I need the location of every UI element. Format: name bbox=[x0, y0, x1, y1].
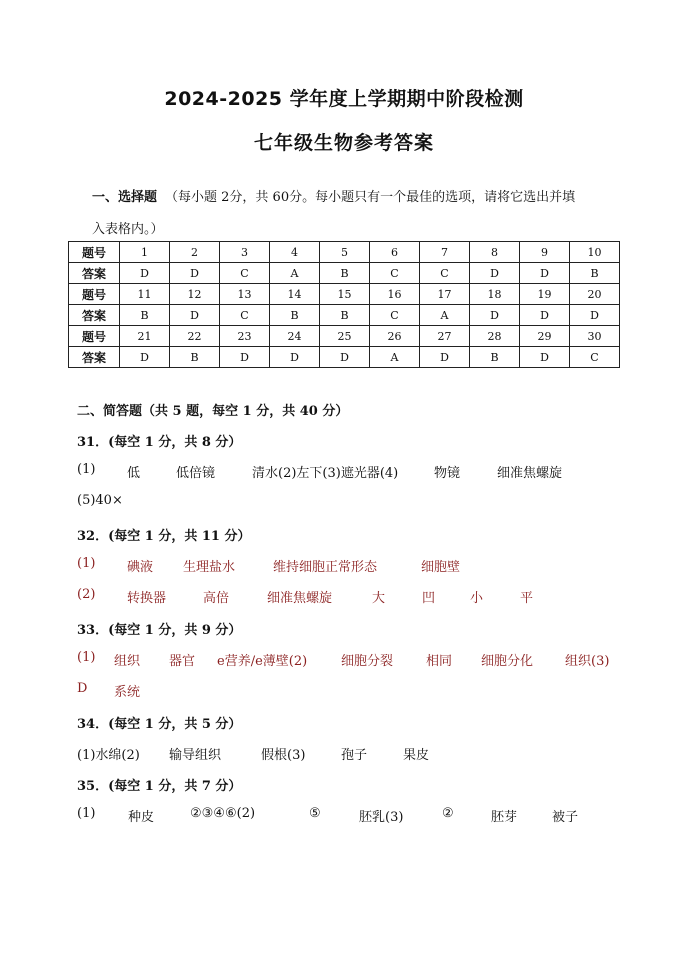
answer-item: 系统 bbox=[114, 685, 141, 700]
q31-answer-line1 bbox=[77, 462, 637, 482]
row-label-answer: 答案 bbox=[69, 347, 120, 368]
answer-cell: D bbox=[170, 263, 220, 284]
question-number-cell: 7 bbox=[420, 242, 470, 263]
answer-item: (1) bbox=[77, 556, 96, 571]
question-number-cell: 25 bbox=[320, 326, 370, 347]
question-number-cell: 22 bbox=[170, 326, 220, 347]
section1-desc-line2: 入表格内。） bbox=[92, 222, 164, 237]
answer-item: 细胞分化 bbox=[481, 654, 534, 669]
answer-item: D bbox=[77, 681, 88, 696]
question-number-cell: 17 bbox=[420, 284, 470, 305]
question-number-cell: 1 bbox=[120, 242, 170, 263]
question-number-cell: 26 bbox=[370, 326, 420, 347]
answer-table bbox=[68, 241, 620, 368]
question-number-cell: 19 bbox=[520, 284, 570, 305]
answer-cell: C bbox=[420, 263, 470, 284]
question-number-cell: 6 bbox=[370, 242, 420, 263]
answer-item: 细准焦螺旋 bbox=[497, 466, 563, 481]
answer-cell: D bbox=[470, 305, 520, 326]
exam-subtitle: 七年级生物参考答案 bbox=[253, 132, 434, 154]
question-number-cell: 5 bbox=[320, 242, 370, 263]
answer-cell: D bbox=[520, 263, 570, 284]
table-row-question-numbers bbox=[69, 326, 620, 347]
question-number-cell: 29 bbox=[520, 326, 570, 347]
answer-item: 细胞分裂 bbox=[341, 654, 394, 669]
answer-cell: D bbox=[120, 263, 170, 284]
row-label-answer: 答案 bbox=[69, 305, 120, 326]
answer-item: (1) bbox=[77, 650, 96, 665]
table-row-answers bbox=[69, 347, 620, 368]
answer-cell: D bbox=[420, 347, 470, 368]
answer-item: 输导组织 bbox=[169, 748, 222, 763]
section1-desc-line1: （每小题 2分，共 60分。每小题只有一个最佳的选项，请将它选出并填 bbox=[165, 190, 576, 205]
answer-item: ②③④⑥(2) bbox=[190, 806, 256, 821]
answer-item: 孢子 bbox=[341, 748, 368, 763]
answer-cell: C bbox=[220, 263, 270, 284]
answer-cell: A bbox=[270, 263, 320, 284]
answer-item: 高倍 bbox=[203, 591, 230, 606]
answer-cell: B bbox=[570, 263, 620, 284]
section1-heading: 一、选择题 bbox=[92, 190, 158, 205]
answer-item: ② bbox=[442, 806, 454, 821]
answer-cell: B bbox=[470, 347, 520, 368]
question-number-cell: 3 bbox=[220, 242, 270, 263]
answer-item: 清水(2)左下(3)遮光器(4) bbox=[252, 466, 399, 481]
answer-cell: B bbox=[170, 347, 220, 368]
row-label-question: 题号 bbox=[69, 326, 120, 347]
answer-item: 碘液 bbox=[127, 560, 154, 575]
question-number-cell: 28 bbox=[470, 326, 520, 347]
answer-cell: D bbox=[170, 305, 220, 326]
answer-item: 器官 bbox=[169, 654, 196, 669]
q34-answer-line1 bbox=[77, 744, 637, 764]
row-label-answer: 答案 bbox=[69, 263, 120, 284]
q33-heading: 33．(每空 1 分，共 9 分） bbox=[77, 623, 242, 638]
answer-item: 果皮 bbox=[403, 748, 430, 763]
question-number-cell: 16 bbox=[370, 284, 420, 305]
answer-item: e营养/e薄壁(2) bbox=[217, 654, 308, 669]
question-number-cell: 30 bbox=[570, 326, 620, 347]
answer-item: 大 bbox=[372, 591, 386, 606]
answer-item: 凹 bbox=[422, 591, 436, 606]
question-number-cell: 11 bbox=[120, 284, 170, 305]
q32-heading: 32．(每空 1 分，共 11 分） bbox=[77, 529, 251, 544]
answer-item: 假根(3) bbox=[261, 748, 306, 763]
section1-header bbox=[92, 186, 575, 205]
q33-answer-line1 bbox=[77, 650, 637, 670]
answer-cell: D bbox=[570, 305, 620, 326]
answer-cell: B bbox=[270, 305, 320, 326]
answer-item: 低 bbox=[127, 466, 141, 481]
q34-heading: 34．(每空 1 分，共 5 分） bbox=[77, 717, 242, 732]
answer-item: (5)40× bbox=[77, 493, 123, 508]
answer-item: ⑤ bbox=[309, 806, 321, 821]
answer-cell: B bbox=[320, 263, 370, 284]
answer-item: 细胞壁 bbox=[421, 560, 461, 575]
answer-item: (1)水绵(2) bbox=[77, 748, 140, 763]
row-label-question: 题号 bbox=[69, 242, 120, 263]
answer-item: 组织 bbox=[114, 654, 141, 669]
table-row-question-numbers bbox=[69, 242, 620, 263]
answer-item: 物镜 bbox=[434, 466, 461, 481]
answer-item: 生理盐水 bbox=[183, 560, 236, 575]
answer-cell: D bbox=[320, 347, 370, 368]
question-number-cell: 4 bbox=[270, 242, 320, 263]
answer-item: 相同 bbox=[426, 654, 453, 669]
question-number-cell: 10 bbox=[570, 242, 620, 263]
answer-item: (1) bbox=[77, 462, 96, 477]
q32-answer-line2 bbox=[77, 587, 637, 607]
answer-item: 胚芽 bbox=[491, 810, 518, 825]
answer-item: 种皮 bbox=[128, 810, 155, 825]
exam-title: 2024-2025 学年度上学期期中阶段检测 bbox=[164, 88, 524, 110]
question-number-cell: 24 bbox=[270, 326, 320, 347]
q31-answer-line2 bbox=[77, 493, 637, 513]
answer-item: 平 bbox=[520, 591, 534, 606]
answer-cell: D bbox=[520, 347, 570, 368]
answer-item: (1) bbox=[77, 806, 96, 821]
table-row-question-numbers bbox=[69, 284, 620, 305]
answer-cell: C bbox=[220, 305, 270, 326]
q35-answer-line1 bbox=[77, 806, 637, 826]
answer-item: 维持细胞正常形态 bbox=[273, 560, 378, 575]
question-number-cell: 12 bbox=[170, 284, 220, 305]
question-number-cell: 20 bbox=[570, 284, 620, 305]
answer-item: 小 bbox=[470, 591, 484, 606]
answer-cell: D bbox=[270, 347, 320, 368]
question-number-cell: 8 bbox=[470, 242, 520, 263]
section2-heading: 二、简答题（共 5 题，每空 1 分，共 40 分） bbox=[77, 404, 349, 419]
q35-heading: 35．(每空 1 分，共 7 分） bbox=[77, 779, 242, 794]
answer-cell: D bbox=[520, 305, 570, 326]
answer-cell: B bbox=[120, 305, 170, 326]
answer-item: 胚乳(3) bbox=[359, 810, 404, 825]
table-row-answers bbox=[69, 305, 620, 326]
answer-item: 转换器 bbox=[127, 591, 167, 606]
question-number-cell: 21 bbox=[120, 326, 170, 347]
answer-cell: C bbox=[370, 305, 420, 326]
answer-cell: A bbox=[370, 347, 420, 368]
table-row-answers bbox=[69, 263, 620, 284]
question-number-cell: 18 bbox=[470, 284, 520, 305]
q31-heading: 31．(每空 1 分，共 8 分） bbox=[77, 435, 242, 450]
answer-cell: D bbox=[220, 347, 270, 368]
answer-cell: B bbox=[320, 305, 370, 326]
question-number-cell: 23 bbox=[220, 326, 270, 347]
answer-cell: D bbox=[120, 347, 170, 368]
question-number-cell: 15 bbox=[320, 284, 370, 305]
answer-cell: C bbox=[570, 347, 620, 368]
row-label-question: 题号 bbox=[69, 284, 120, 305]
question-number-cell: 27 bbox=[420, 326, 470, 347]
answer-cell: A bbox=[420, 305, 470, 326]
q33-answer-line2 bbox=[77, 681, 637, 701]
q32-answer-line1 bbox=[77, 556, 637, 576]
answer-item: 低倍镜 bbox=[176, 466, 216, 481]
question-number-cell: 13 bbox=[220, 284, 270, 305]
question-number-cell: 14 bbox=[270, 284, 320, 305]
question-number-cell: 9 bbox=[520, 242, 570, 263]
answer-item: 细准焦螺旋 bbox=[267, 591, 333, 606]
answer-cell: C bbox=[370, 263, 420, 284]
answer-item: (2) bbox=[77, 587, 96, 602]
answer-item: 组织(3) bbox=[565, 654, 610, 669]
question-number-cell: 2 bbox=[170, 242, 220, 263]
answer-item: 被子 bbox=[552, 810, 579, 825]
answer-cell: D bbox=[470, 263, 520, 284]
